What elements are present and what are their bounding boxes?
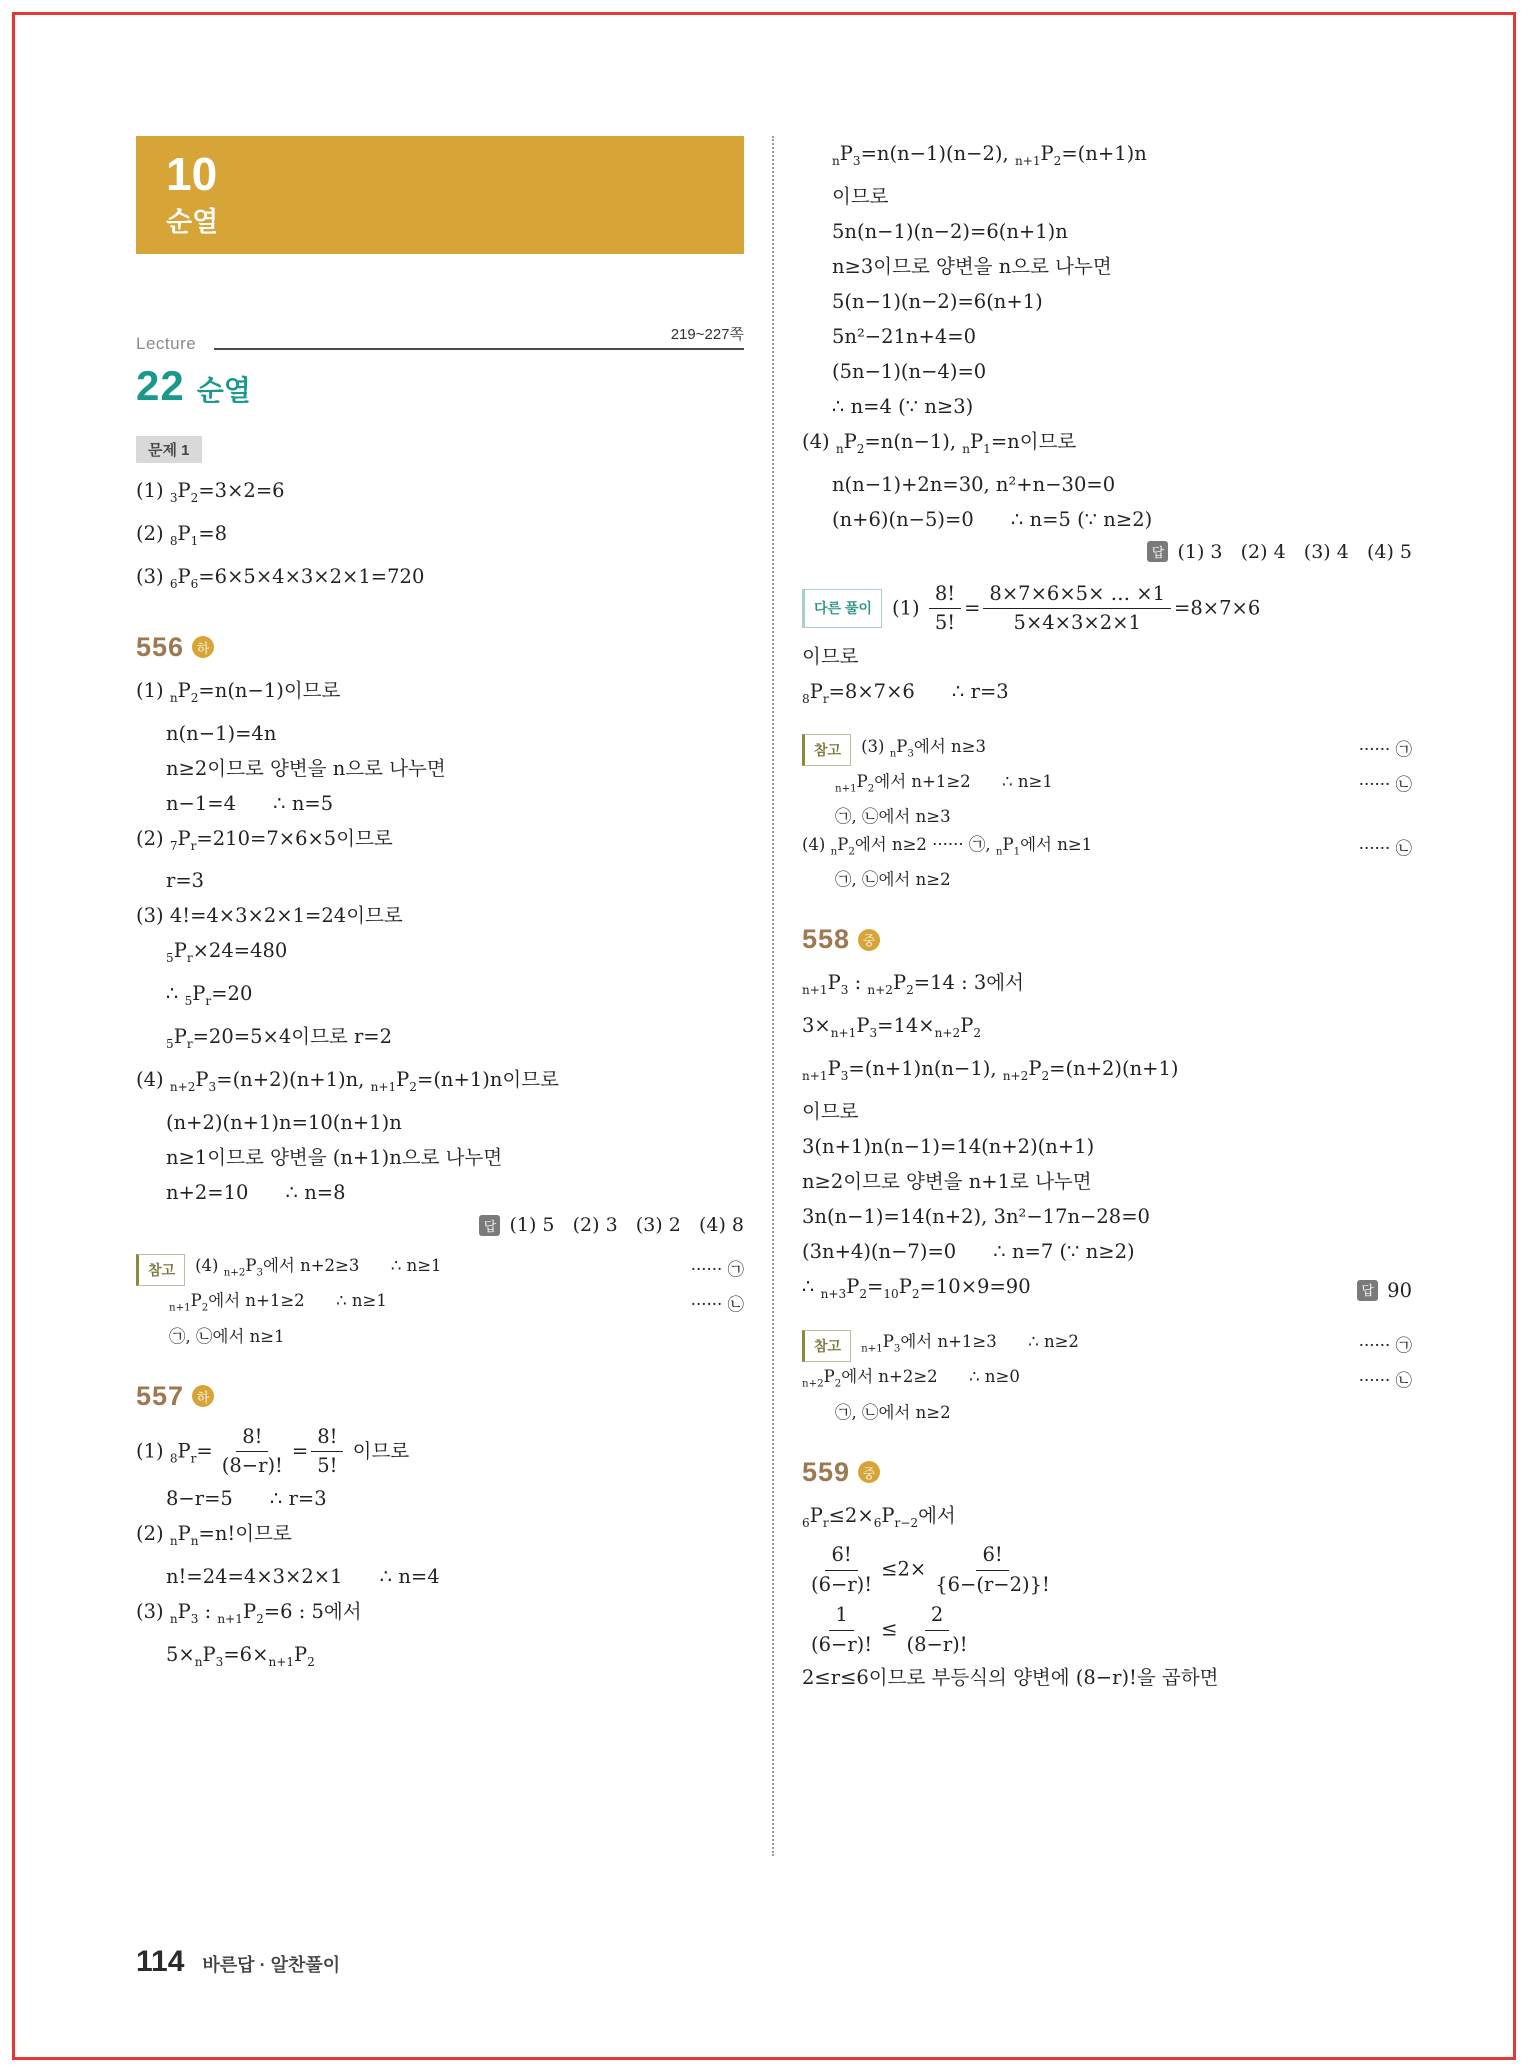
chapter-title: 순열	[166, 207, 219, 238]
note-text: ㉠, ㉡에서 n≥1	[169, 1326, 285, 1346]
subscript: r	[822, 1515, 829, 1530]
note-line	[136, 1252, 744, 1287]
subscript: 10	[883, 1286, 899, 1301]
subscript: n	[169, 1534, 178, 1549]
note-block	[802, 1328, 1412, 1427]
note-text: (4) $_{n+2}P_3$에서 n+2≥3 ∴ n≥1	[195, 1256, 442, 1279]
subscript: n	[194, 1655, 203, 1670]
lecture-underline	[214, 348, 744, 350]
solution-line: (1) $_3P_2=3\times 2=6$	[136, 479, 285, 505]
page-content	[136, 136, 1412, 1695]
note-text: ㉠, ㉡에서 n≥2	[835, 1402, 951, 1422]
subscript: 2	[409, 1080, 417, 1095]
note-text: $_8P_r=8\times 7\times 6$ ∴ r=3	[802, 679, 1009, 706]
subscript: 3	[215, 1655, 224, 1670]
subscript: n+2	[934, 1026, 961, 1041]
solution-line: (3) $_6P_6=6\times 5\times 4\times 3\times 2\times 1=720$	[136, 564, 425, 591]
solution-line: $\frac{1}{(6-r)!}$ ≤ $\frac{2}{(8-r)!}$	[802, 1600, 1412, 1660]
solution-line: 이므로	[802, 1100, 859, 1124]
difficulty-badge: 하	[192, 636, 214, 658]
note-label: 참고	[802, 1330, 851, 1362]
subscript: 1	[1013, 846, 1021, 858]
note-block	[802, 733, 1412, 895]
subscript: n+2	[802, 1378, 824, 1390]
solution-line: 5n(n−1)(n−2)=6(n+1)n	[832, 219, 1068, 243]
solution-line: (4) $_nP_2=n(n-1)$, $_nP_1=n$이므로	[802, 429, 1077, 456]
note-ref-tail: ······ ㉠	[1358, 740, 1412, 760]
subscript: 1	[983, 441, 991, 456]
problem-heading	[136, 1381, 744, 1412]
solution-line: $_{n+1}P_3$ : $_{n+2}P_2=14$ : 3에서	[802, 971, 1024, 998]
subscript: n+3	[820, 1286, 847, 1301]
solution-line: 5n²−21n+4=0	[832, 324, 976, 348]
solution-line: (4) $_{n+2}P_3=(n+2)(n+1)n$, $_{n+1}P_2=(n+1)n$이므로	[136, 1068, 559, 1095]
solution-line: n+2=10 ∴ n=8	[166, 1181, 346, 1205]
solution-line: 3(n+1)n(n−1)=14(n+2)(n+1)	[802, 1135, 1095, 1159]
subscript: 2	[859, 1286, 868, 1301]
solution-line: ∴ $_5P_r=20$	[166, 982, 253, 1009]
note-line	[802, 674, 1412, 717]
column-right-wrap	[802, 136, 1412, 1695]
note-ref-tail: ······ ㉡	[1358, 1370, 1412, 1390]
subscript: n	[190, 1534, 199, 1549]
note-line	[136, 1287, 744, 1322]
solution-line: n!=24=4×3×2×1 ∴ n=4	[166, 1565, 440, 1589]
note-text: ㉠, ㉡에서 n≥3	[835, 807, 951, 827]
column-divider	[772, 136, 774, 1856]
solution-line: (2) $_8P_1=8$	[136, 521, 228, 548]
difficulty-badge: 중	[858, 1461, 880, 1483]
solution-line: (2) $_7P_r=210=7\times 6\times 5$이므로	[136, 826, 393, 853]
subscript: 2	[973, 1026, 982, 1041]
fraction	[805, 1544, 878, 1596]
answer-text: (1) 3 (2) 4 (3) 4 (4) 5	[1177, 540, 1412, 563]
fraction-denominator: (8−r)!	[906, 1632, 968, 1656]
solution-line: n≥3이므로 양변을 n으로 나누면	[832, 254, 1112, 278]
note-ref-tail: ······ ㉠	[1358, 1335, 1412, 1355]
fraction-numerator: 6!	[825, 1544, 857, 1570]
note-line	[802, 1399, 1412, 1427]
subscript: n	[995, 846, 1003, 858]
solution-line: n−1=4 ∴ n=5	[166, 791, 334, 815]
subscript: n+2	[867, 983, 893, 998]
solution-line: $_5P_r\times 24=480$	[166, 939, 288, 966]
solution-line: $\frac{6!}{(6-r)!}$ ≤2× $\frac{6!}{\{6-(r-2)\}!}$	[802, 1540, 1412, 1600]
subscript: n+1	[1014, 153, 1041, 168]
solution-line: n≥1이므로 양변을 (n+1)n으로 나누면	[166, 1146, 503, 1170]
fraction-denominator: (6−r)!	[811, 1572, 873, 1596]
solution-line: $_5P_r=20=5\times 4$이므로 r=2	[166, 1025, 393, 1052]
subscript: n+2	[169, 1080, 196, 1095]
subscript: n	[835, 441, 844, 456]
problem-number: 558	[802, 924, 851, 955]
subscript: n+2	[223, 1267, 246, 1279]
note-ref-tail: ······ ㉡	[690, 1294, 744, 1314]
solution-line: 5(n−1)(n−2)=6(n+1)	[832, 289, 1043, 313]
note-text: $_{n+1}P_2$에서 n+1≥2 ∴ n≥1	[835, 771, 1053, 795]
subscript: n	[832, 153, 840, 168]
page-range: 219~227쪽	[670, 326, 744, 343]
difficulty-badge: 중	[858, 929, 880, 951]
problem-label-row	[136, 436, 744, 463]
fraction-numerator: 8!	[929, 583, 961, 609]
solution-line: $5\times_nP_3=6\times_{n+1}P_2$	[166, 1643, 315, 1670]
subscript: 7	[169, 838, 178, 853]
chapter-number: 10	[166, 148, 218, 200]
answer-badge: 답	[1147, 541, 1168, 562]
subscript: 8	[169, 1450, 178, 1465]
note-line	[802, 639, 1412, 674]
problem-heading	[136, 632, 744, 663]
note-text: 이므로	[802, 644, 859, 668]
solution-line: ∴ n=4 (∵ n≥3)	[832, 394, 974, 418]
subscript: 2	[834, 1378, 842, 1390]
solution-line: (3) $_nP_3$ : $_{n+1}P_2=6$ : 5에서	[136, 1600, 362, 1627]
subscript: n+1	[217, 1612, 243, 1627]
answer-badge: 답	[1357, 1280, 1378, 1301]
note-line	[802, 1328, 1412, 1363]
subscript: 6	[802, 1515, 810, 1530]
subscript: 6	[169, 576, 178, 591]
subscript: 2	[906, 983, 914, 998]
subscript: 8	[169, 533, 178, 548]
lecture-number: 22	[136, 362, 185, 409]
answer-text: (1) 5 (2) 3 (3) 2 (4) 8	[509, 1214, 744, 1237]
fraction	[929, 583, 961, 635]
difficulty-badge: 하	[192, 1385, 214, 1407]
fraction-denominator: 5!	[934, 611, 956, 635]
subscript: 3	[869, 1026, 878, 1041]
subscript: 3	[190, 1612, 199, 1627]
solution-line: (n+6)(n−5)=0 ∴ n=5 (∵ n≥2)	[832, 507, 1153, 531]
subscript: 2	[201, 1302, 209, 1314]
problem-heading	[802, 924, 1412, 955]
subscript: n	[169, 690, 178, 705]
fraction-numerator: 8×7×6×5× … ×1	[983, 583, 1171, 609]
subscript: r	[186, 951, 193, 966]
solution-line: (3) 4!=4×3×2×1=24이므로	[136, 904, 403, 928]
fraction-denominator: {6−(r−2)}!	[935, 1572, 1050, 1596]
subscript: 5	[166, 951, 174, 966]
note-label: 다른 풀이	[802, 589, 882, 628]
subscript: n+1	[802, 1069, 828, 1084]
lecture-row	[136, 316, 744, 358]
fraction-denominator: (8−r)!	[221, 1454, 283, 1478]
subscript: n+1	[835, 783, 857, 795]
fraction	[311, 1426, 343, 1478]
subscript: 3	[840, 1069, 849, 1084]
fraction-numerator: 1	[829, 1604, 853, 1630]
fraction-numerator: 8!	[311, 1426, 343, 1452]
subscript: 3	[852, 153, 861, 168]
subscript: n+1	[861, 1343, 883, 1355]
note-line	[802, 1363, 1412, 1398]
subscript: 3	[208, 1080, 217, 1095]
subscript: 6	[190, 576, 199, 591]
subscript: 3	[840, 983, 849, 998]
solution-line: $_{n+1}P_3=(n+1)n(n-1)$, $_{n+2}P_2=(n+2)(n+1)$	[802, 1057, 1179, 1084]
solution-line: 3n(n−1)=14(n+2), 3n²−17n−28=0	[802, 1205, 1150, 1229]
note-text: ㉠, ㉡에서 n≥2	[835, 870, 951, 890]
footer-label: 바른답 · 알찬풀이	[202, 1955, 341, 1975]
subscript: 3	[256, 1267, 263, 1279]
note-label: 참고	[136, 1254, 185, 1286]
answer-badge: 답	[479, 1215, 500, 1236]
solution-line: r=3	[166, 869, 205, 893]
fraction	[983, 583, 1171, 635]
note-ref-tail: ······ ㉡	[1358, 775, 1412, 795]
subscript: n+1	[830, 1026, 857, 1041]
note-line	[136, 1323, 744, 1351]
solution-line: 2≤r≤6이므로 부등식의 양변에 (8−r)!을 곱하면	[802, 1666, 1219, 1690]
subscript: 2	[848, 846, 855, 858]
problem-number: 559	[802, 1456, 851, 1487]
fraction	[805, 1604, 878, 1656]
page-number: 114	[136, 1945, 185, 1978]
note-text: (1) $\frac{8!}{5!}$ = $\frac{8\times 7\times 6\times 5\times \dots \times 1}{5\times 4\times 3\times 2\times 1}$ =8×7×6	[892, 581, 1261, 635]
answer-value: 90	[1387, 1279, 1412, 1303]
note-line	[802, 579, 1412, 639]
problem-number: 556	[136, 631, 185, 662]
subscript: 1	[190, 533, 199, 548]
solution-line: 이므로	[832, 184, 889, 208]
subscript: 2	[856, 441, 865, 456]
subscript: 6	[873, 1515, 882, 1530]
solution-line: n≥2이므로 양변을 n으로 나누면	[166, 756, 446, 780]
solution-line: n(n−1)+2n=30, n²+n−30=0	[832, 472, 1116, 496]
fraction-denominator: (6−r)!	[811, 1632, 873, 1656]
subscript: 8	[802, 691, 810, 706]
column-right	[802, 136, 1412, 1695]
lecture-title-row	[136, 362, 744, 410]
subscript: n	[889, 747, 897, 759]
fraction-numerator: 6!	[976, 1544, 1008, 1570]
subscript: r	[186, 1037, 193, 1052]
subscript: r	[822, 691, 829, 706]
subscript: n	[830, 846, 838, 858]
subscript: n	[169, 1612, 178, 1627]
fraction-numerator: 8!	[236, 1426, 268, 1452]
fraction-denominator: 5×4×3×2×1	[1013, 611, 1141, 635]
fraction-numerator: 2	[925, 1604, 949, 1630]
subscript: 2	[1053, 153, 1062, 168]
note-block	[136, 1252, 744, 1351]
subscript: n+1	[169, 1302, 191, 1314]
problem-heading	[802, 1457, 1412, 1488]
solution-line: (2) $_nP_n=n$!이므로	[136, 1522, 292, 1549]
fraction-denominator: 5!	[317, 1454, 338, 1478]
solution-line: n≥2이므로 양변을 n+1로 나누면	[802, 1170, 1092, 1194]
answer-line	[802, 541, 1412, 563]
solution-line: $_nP_3=n(n-1)(n-2)$, $_{n+1}P_2=(n+1)n$	[832, 142, 1147, 168]
subscript: 2	[1041, 1069, 1050, 1084]
note-line	[802, 866, 1412, 894]
subscript: 3	[893, 1343, 901, 1355]
subscript: 5	[184, 994, 193, 1009]
subscript: 3	[907, 747, 914, 759]
subscript: n+1	[268, 1655, 295, 1670]
note-text: (4) $_nP_2$에서 n≥2 ······ ㉠, $_nP_1$에서 n≥1	[802, 835, 1093, 858]
subscript: r	[190, 838, 197, 853]
note-ref-tail: ······ ㉠	[690, 1259, 744, 1279]
solution-line: $3\times_{n+1}P_3=14\times_{n+2}P_2$	[802, 1014, 982, 1041]
subscript: n+1	[802, 983, 828, 998]
note-block	[802, 579, 1412, 717]
answer-line	[136, 1214, 744, 1236]
chapter-header	[136, 136, 744, 254]
subscript: 2	[190, 690, 199, 705]
note-line	[802, 768, 1412, 803]
subscript: 5	[166, 1037, 174, 1052]
note-line	[802, 733, 1412, 768]
note-line	[802, 803, 1412, 831]
subscript: r	[190, 1450, 197, 1465]
fraction	[216, 1426, 289, 1478]
fraction	[929, 1544, 1056, 1596]
problem-number: 557	[136, 1380, 185, 1411]
subscript: 2	[190, 490, 199, 505]
subscript: n+1	[370, 1080, 397, 1095]
page-footer	[136, 1945, 340, 1979]
note-label: 참고	[802, 734, 851, 766]
lecture-label: Lecture	[136, 334, 197, 353]
solution-line: n(n−1)=4n	[166, 721, 277, 745]
answer-inline	[1357, 1273, 1412, 1308]
solution-line-text: ∴ $_{n+3}P_2=_{10}P_2=10\times 9=90$	[802, 1275, 1031, 1301]
solution-line: (1) $_nP_2=n(n-1)$이므로	[136, 678, 341, 705]
solution-line: (1) $_8P_r=$ $\frac{8!}{(8-r)!}$ = $\frac{8!}{5!}$ 이므로	[136, 1424, 410, 1478]
subscript: 2	[307, 1655, 315, 1670]
solution-line: (3n+4)(n−7)=0 ∴ n=7 (∵ n≥2)	[802, 1240, 1135, 1264]
note-text: $_{n+2}P_2$에서 n+2≥2 ∴ n≥0	[802, 1367, 1020, 1390]
note-line	[802, 831, 1412, 866]
subscript: r−2	[894, 1515, 919, 1530]
subscript: r	[205, 994, 212, 1009]
note-text: $_{n+1}P_2$에서 n+1≥2 ∴ n≥1	[169, 1291, 387, 1314]
column-left-wrap	[136, 136, 744, 1695]
solution-line: 8−r=5 ∴ r=3	[166, 1487, 327, 1511]
solution-line	[802, 1269, 1412, 1312]
column-left	[136, 436, 744, 1680]
note-text: $_{n+1}P_3$에서 n+1≥3 ∴ n≥2	[861, 1331, 1079, 1355]
problem-label-badge: 문제 1	[136, 436, 202, 463]
solution-line: $_6P_r\le 2\times_6P_{r-2}$에서	[802, 1503, 956, 1530]
subscript: 2	[911, 1286, 920, 1301]
subscript: n+2	[1002, 1069, 1029, 1084]
fraction	[900, 1604, 973, 1656]
subscript: 2	[256, 1612, 264, 1627]
solution-line: (5n−1)(n−4)=0	[832, 359, 987, 383]
subscript: 2	[867, 783, 875, 795]
subscript: n	[962, 441, 971, 456]
lecture-title: 순열	[196, 375, 251, 406]
note-text: (3) $_nP_3$에서 n≥3	[861, 736, 986, 759]
note-ref-tail: ······ ㉡	[1358, 838, 1412, 858]
subscript: 3	[169, 490, 178, 505]
solution-line: (n+2)(n+1)n=10(n+1)n	[166, 1111, 402, 1135]
